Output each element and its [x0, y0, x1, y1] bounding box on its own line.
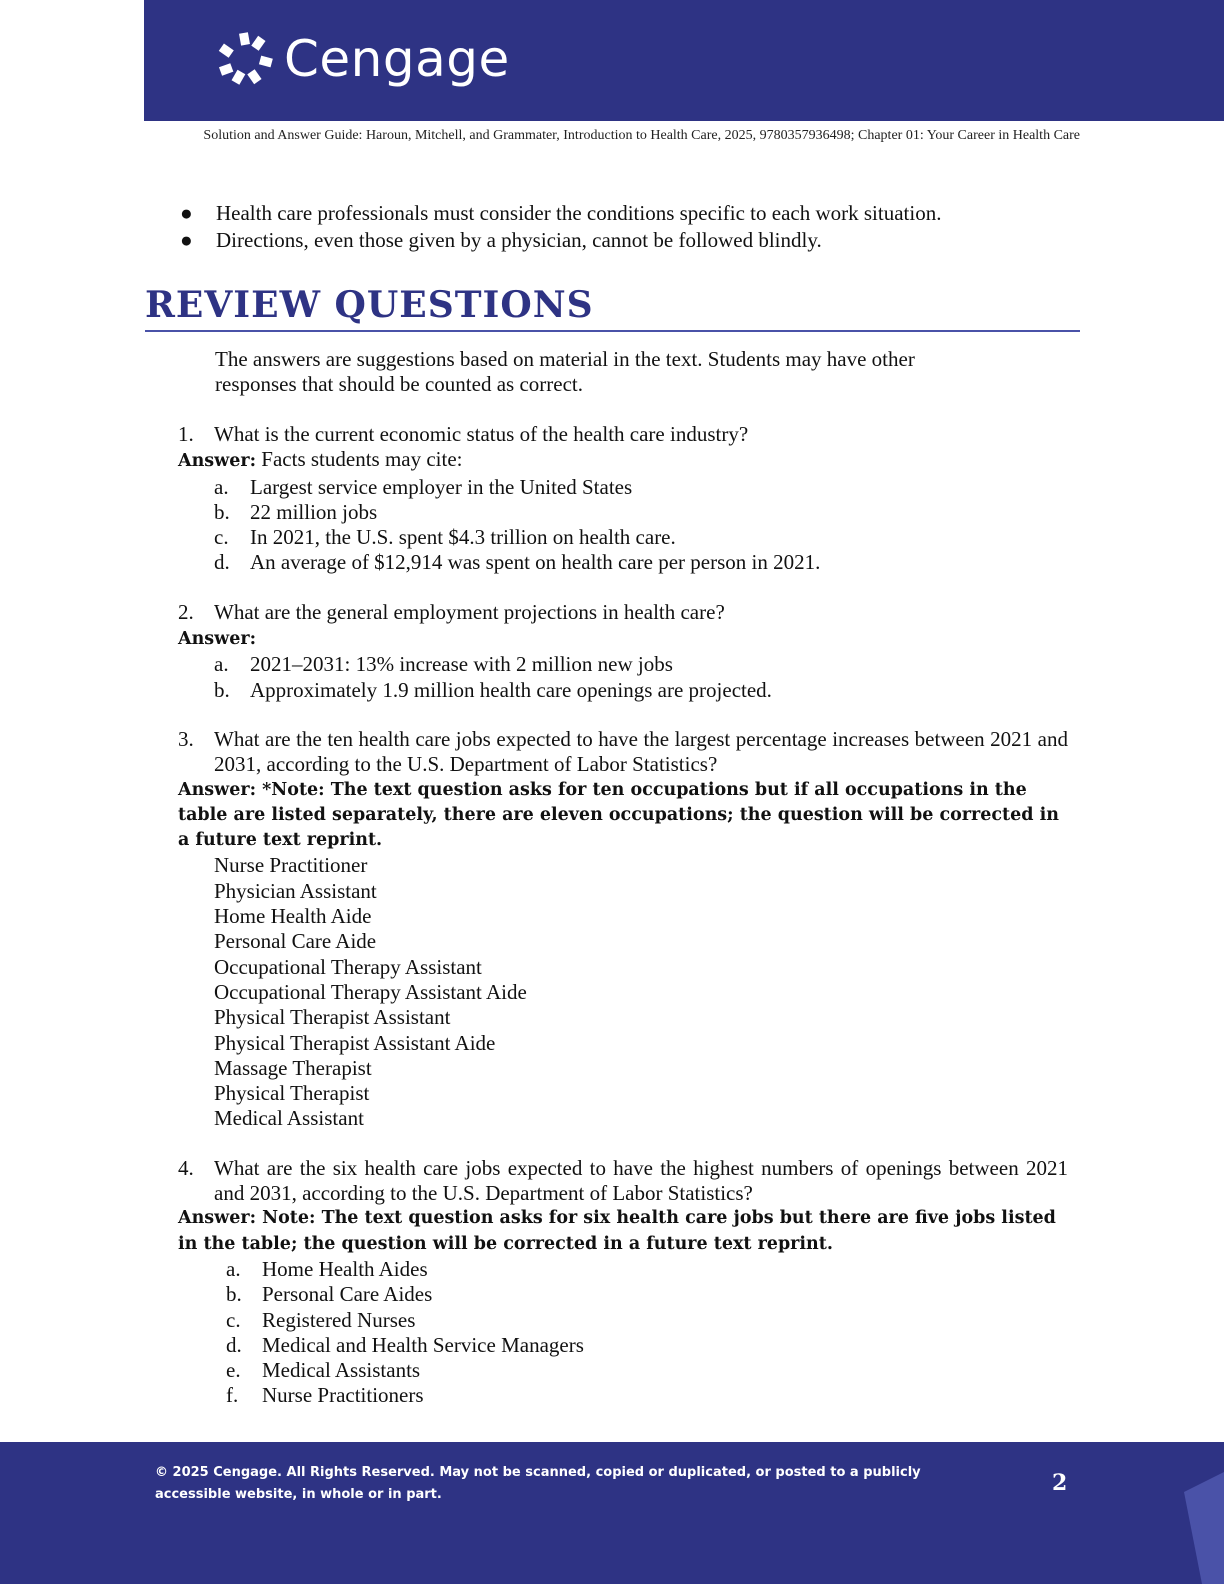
list-item	[214, 475, 1068, 500]
item-letter: a.	[214, 474, 229, 499]
question-number: 4.	[178, 1155, 194, 1180]
item-text: In 2021, the U.S. spent $4.3 trillion on health care.	[250, 525, 676, 550]
footer-band	[0, 1442, 1224, 1584]
item-text: Home Health Aides	[262, 1256, 428, 1281]
item-letter: b.	[214, 677, 230, 702]
list-item: Physician Assistant	[214, 878, 377, 903]
list-item	[226, 1333, 1068, 1358]
item-letter: e.	[226, 1358, 241, 1383]
list-item	[226, 1358, 1068, 1383]
question-text: What is the current economic status of the health care industry?	[214, 422, 749, 446]
item-text: Nurse Practitioners	[262, 1383, 424, 1408]
answer-label: Answer:	[178, 451, 257, 472]
list-item: Occupational Therapy Assistant Aide	[214, 979, 527, 1004]
bullet-text: Health care professionals must consider the conditions specific to each work situation.	[216, 201, 942, 225]
list-item: Home Health Aide	[214, 904, 372, 929]
question-text: What are the general employment projections in health care?	[214, 599, 725, 624]
list-item	[226, 1383, 1068, 1408]
list-item: Physical Therapist Assistant Aide	[214, 1030, 496, 1055]
item-letter: c.	[214, 525, 229, 550]
answer-list	[178, 475, 1068, 576]
answer-list	[178, 1257, 1068, 1409]
list-item	[226, 1257, 1068, 1282]
item-text: 2021–2031: 13% increase with 2 million new jobs	[250, 652, 673, 677]
item-text: Largest service employer in the United States	[250, 474, 633, 499]
question-text: What are the ten health care jobs expected to have the largest percentage increases between 2021 and 2031, according to the U.S. Department of Labor Statistics?	[214, 726, 1068, 777]
bullet-icon: ●	[180, 201, 193, 225]
item-text: Personal Care Aides	[262, 1282, 433, 1307]
header-band	[144, 0, 1224, 121]
answer-note: Answer: *Note: The text question asks for ten occupations but if all occupations in the table are listed separately, there are eleven occupations; the question will be corrected in a future text reprint.	[178, 779, 1059, 851]
question-number: 1.	[178, 422, 194, 446]
item-letter: c.	[226, 1307, 241, 1332]
item-text: An average of $12,914 was spent on health care per person in 2021.	[250, 550, 821, 575]
item-letter: a.	[214, 652, 229, 677]
item-text: 22 million jobs	[250, 499, 378, 524]
item-letter: f.	[226, 1383, 239, 1408]
answer-1	[178, 447, 1068, 474]
page-number: 2	[1052, 1470, 1068, 1496]
cengage-logo	[216, 30, 510, 88]
running-head: Solution and Answer Guide: Haroun, Mitchell, and Grammater, Introduction to Health Care, 2025, 9780357936498; Chapter 01: Your Career in Health Care	[203, 128, 1080, 143]
list-item	[226, 1308, 1068, 1333]
decorative-shape-icon	[1184, 1472, 1224, 1584]
brand-name: Cengage	[284, 30, 510, 88]
section-intro: The answers are suggestions based on material in the text. Students may have other responses that should be counted as correct.	[215, 347, 915, 396]
bullet-icon: ●	[180, 228, 193, 252]
item-text: Medical Assistants	[262, 1358, 421, 1383]
item-letter: b.	[226, 1282, 242, 1307]
copyright-notice: © 2025 Cengage. All Rights Reserved. May not be scanned, copied or duplicated, or posted to a publicly accessible website, in whole or in part.	[155, 1465, 921, 1502]
question-3	[178, 727, 1068, 778]
question-4	[178, 1156, 1068, 1207]
list-item: Medical Assistant	[214, 1106, 364, 1131]
question-number: 3.	[178, 726, 194, 751]
answer-text: Facts students may cite:	[261, 447, 463, 472]
job-list	[178, 853, 1068, 1131]
item-text: Medical and Health Service Managers	[262, 1332, 584, 1357]
section-title: REVIEW QUESTIONS	[145, 284, 1080, 332]
list-item	[214, 678, 1068, 703]
question-2	[178, 600, 1068, 625]
list-item	[226, 1282, 1068, 1307]
list-item: Physical Therapist Assistant	[214, 1005, 451, 1030]
answer-list	[178, 652, 1068, 703]
item-letter: b.	[214, 499, 230, 524]
item-letter: a.	[226, 1256, 241, 1281]
list-item: Nurse Practitioner	[214, 853, 368, 878]
list-item	[214, 550, 1068, 575]
list-item	[214, 652, 1068, 677]
answer-note: Answer: Note: The text question asks for six health care jobs but there are five jobs listed in the table; the question will be corrected in a future text reprint.	[178, 1208, 1056, 1254]
list-item	[214, 525, 1068, 550]
list-item: Physical Therapist	[214, 1081, 370, 1106]
item-letter: d.	[226, 1332, 242, 1357]
list-item: Personal Care Aide	[214, 929, 377, 954]
bullet-item	[176, 227, 1076, 254]
answer-2	[178, 625, 1068, 652]
question-number: 2.	[178, 599, 194, 624]
answer-label: Answer:	[178, 629, 257, 650]
cengage-logo-icon	[216, 31, 278, 87]
item-text: Registered Nurses	[262, 1307, 416, 1332]
question-1	[178, 422, 1068, 447]
review-questions	[178, 422, 1068, 1409]
list-item	[214, 500, 1068, 525]
bullet-list	[176, 200, 1076, 254]
item-letter: d.	[214, 550, 230, 575]
question-text: What are the six health care jobs expected to have the highest numbers of openings between 2021 and 2031, according to the U.S. Department of Labor Statistics?	[214, 1155, 1068, 1206]
bullet-item	[176, 200, 1076, 227]
list-item: Occupational Therapy Assistant	[214, 954, 482, 979]
item-text: Approximately 1.9 million health care openings are projected.	[250, 677, 772, 702]
list-item: Massage Therapist	[214, 1055, 372, 1080]
bullet-text: Directions, even those given by a physician, cannot be followed blindly.	[216, 228, 822, 252]
